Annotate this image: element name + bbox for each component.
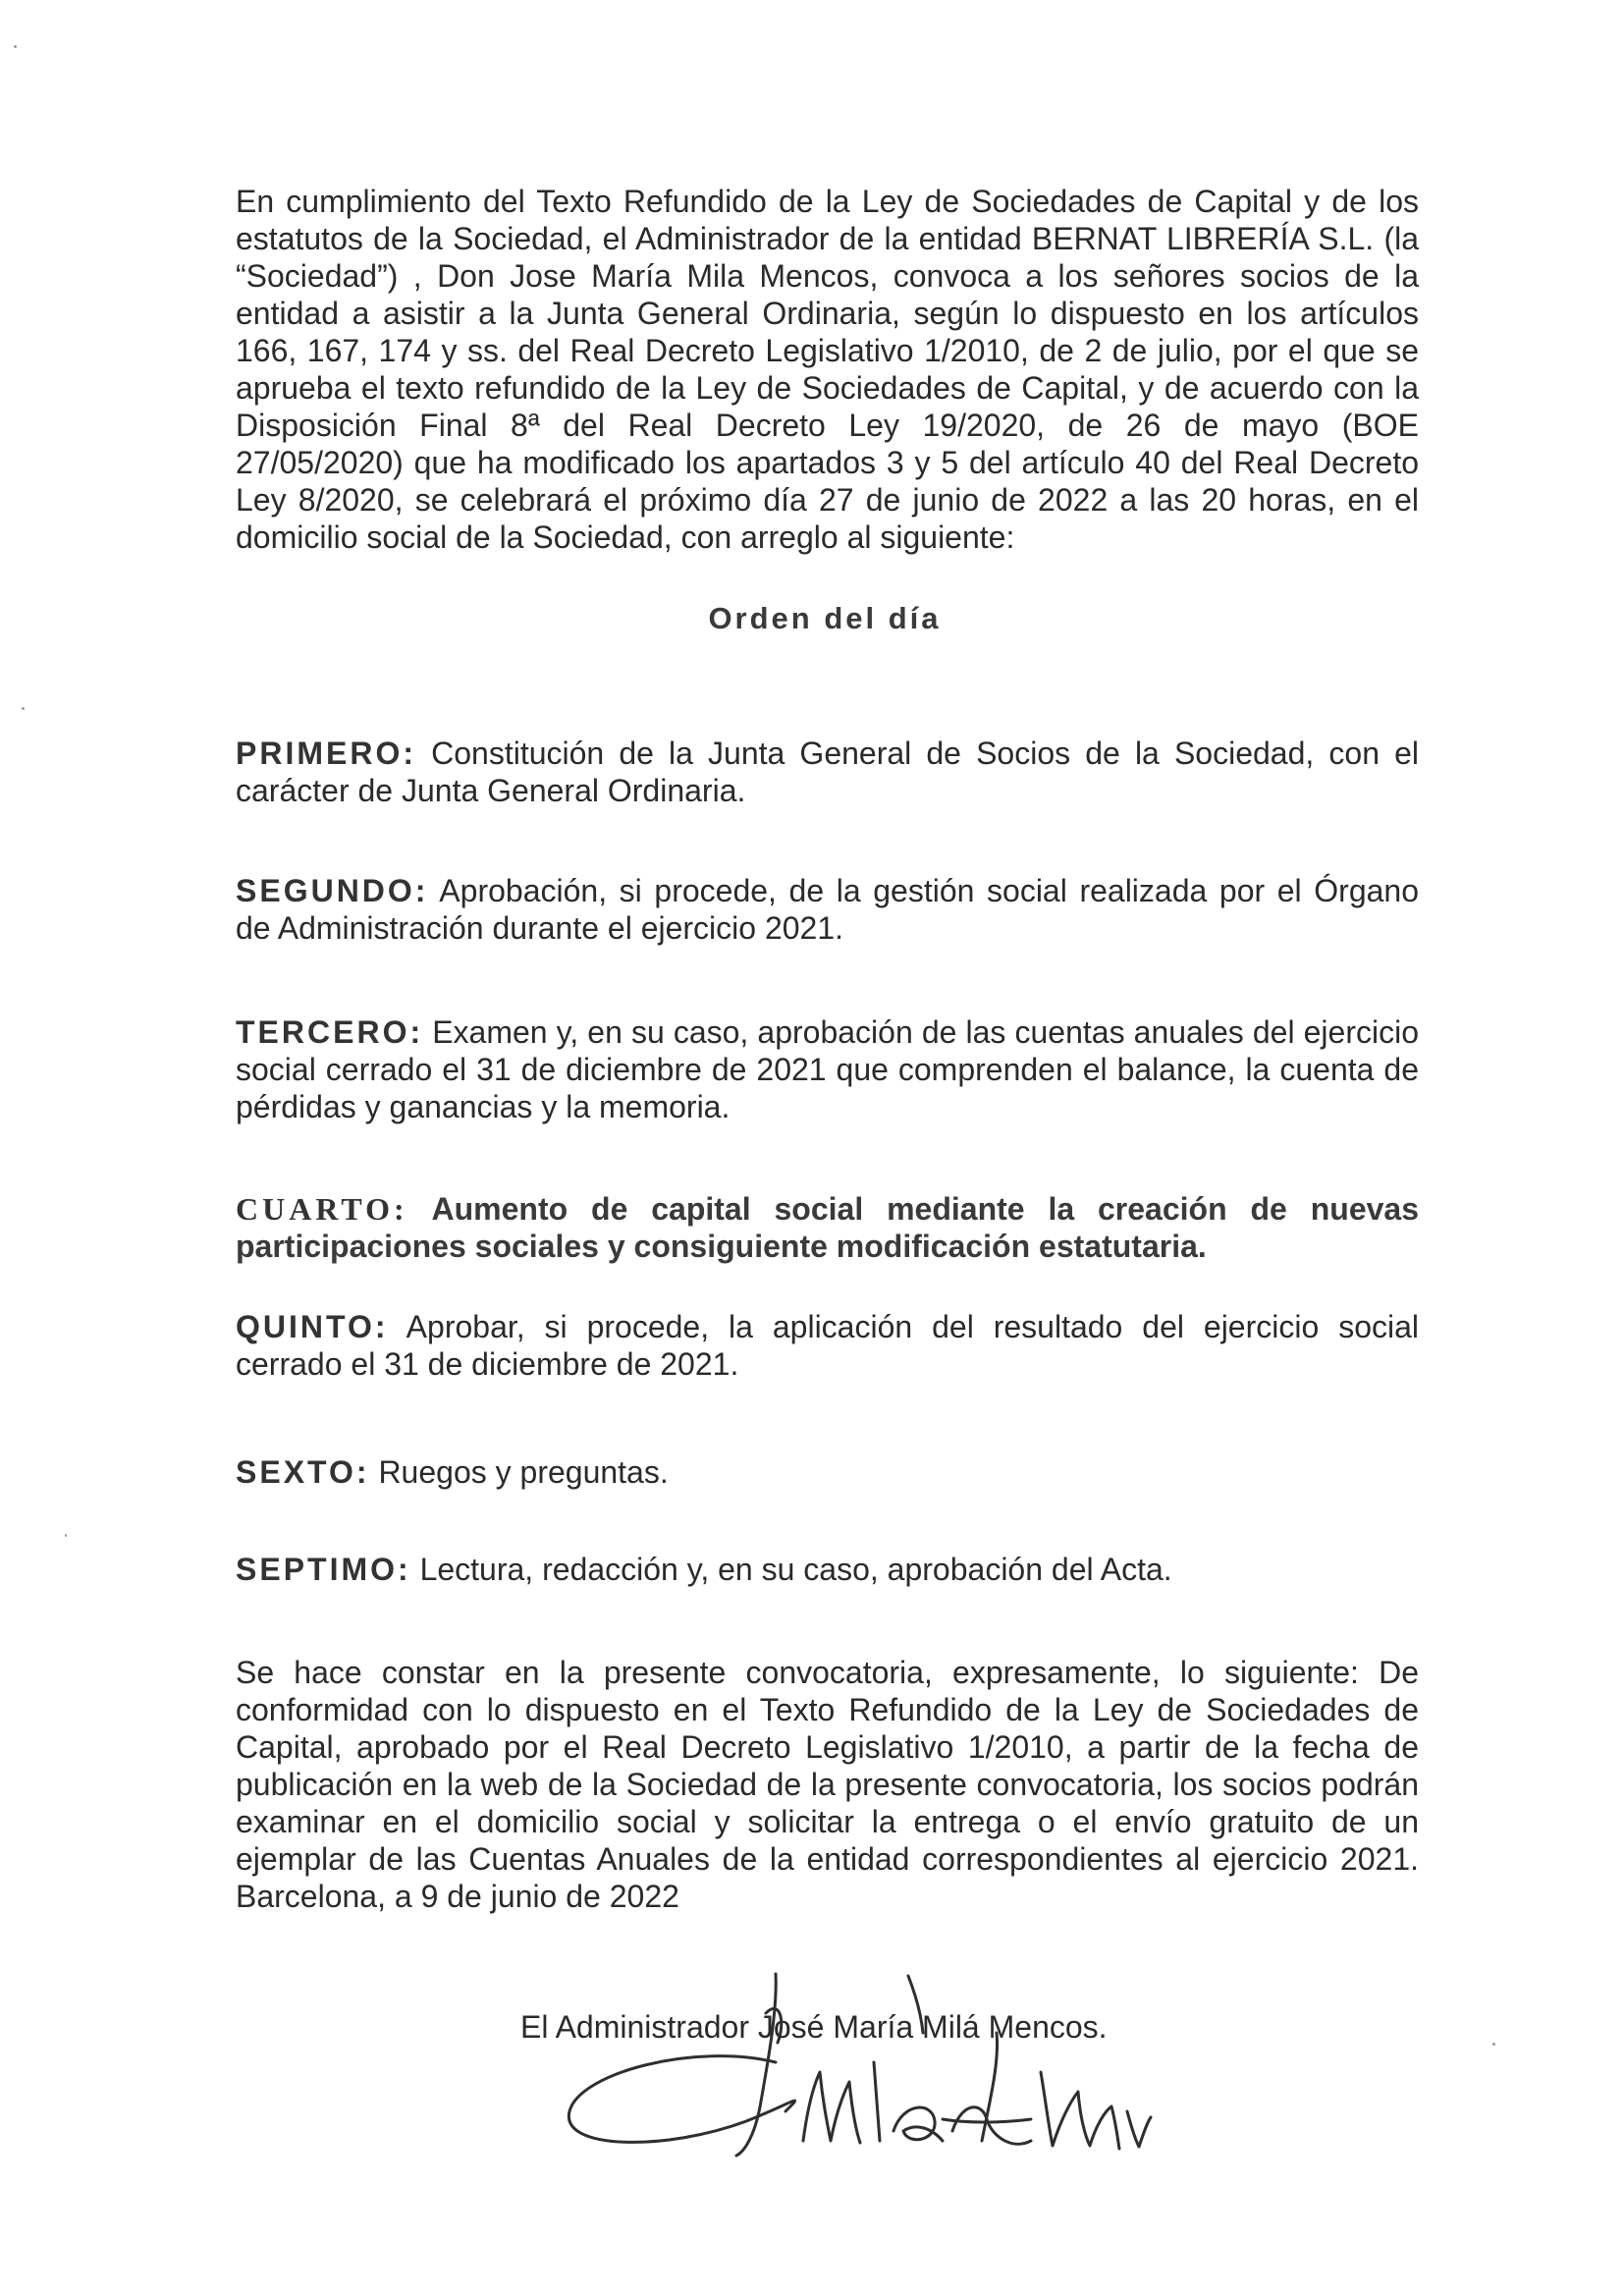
scan-speck: [14, 45, 17, 48]
agenda-item-label: PRIMERO:: [236, 736, 416, 771]
agenda-item-text: Lectura, redacción y, en su caso, aprobación del Acta.: [419, 1552, 1172, 1587]
signature-line: El Administrador José María Milá Mencos.: [520, 2009, 1108, 2045]
agenda-item-cuarto: [236, 1190, 1419, 1265]
agenda-item-septimo: [236, 1551, 1419, 1588]
agenda-item-label: TERCERO:: [236, 1014, 424, 1050]
agenda-item-text: Aprobación, si procede, de la gestión social realizada por el Órgano de Administración durante el ejercicio 2021.: [236, 873, 1420, 946]
agenda-heading: Orden del día: [708, 601, 942, 635]
scan-speck: [1492, 2043, 1495, 2046]
agenda-item-label: QUINTO:: [236, 1309, 389, 1344]
agenda-item-segundo: [236, 872, 1419, 947]
agenda-item-text: Aumento de capital social mediante la creación de nuevas participaciones sociales y consiguiente modificación estatutaria.: [236, 1191, 1420, 1264]
handwritten-signature: [550, 1954, 1178, 2170]
intro-paragraph: En cumplimiento del Texto Refundido de la Ley de Sociedades de Capital y de los estatutos de la Sociedad, el Administrador de la entidad BERNAT LIBRERÍA S.L. (la “Sociedad”) , Don Jose María Mila Mencos, convoca a los señores socios de la entidad a asistir a la Junta General Ordinaria, según lo dispuesto en los artículos 166, 167, 174 y ss. del Real Decreto Legislativo 1/2010, de 2 de julio, por el que se aprueba el texto refundido de la Ley de Sociedades de Capital, y de acuerdo con la Disposición Final 8ª del Real Decreto Ley 19/2020, de 26 de mayo (BOE 27/05/2020) que ha modificado los apartados 3 y 5 del artículo 40 del Real Decreto Ley 8/2020, se celebrará el próximo día 27 de junio de 2022 a las 20 horas, en el domicilio social de la Sociedad, con arreglo al siguiente:: [236, 184, 1419, 555]
closing-paragraph: Se hace constar en la presente convocatoria, expresamente, lo siguiente: De conformidad con lo dispuesto en el Texto Refundido de la Ley de Sociedades de Capital, aprobado por el Real Decreto Legislativo 1/2010, a partir de la fecha de publicación en la web de la Sociedad de la presente convocatoria, los socios podrán examinar en el domicilio social y solicitar la entrega o el envío gratuito de un ejemplar de las Cuentas Anuales de la entidad correspondientes al ejercicio 2021. Barcelona, a 9 de junio de 2022: [236, 1655, 1419, 1914]
agenda-item-label: SEPTIMO:: [236, 1552, 411, 1587]
agenda-item-primero: [236, 735, 1419, 809]
agenda-item-text: Constitución de la Junta General de Socios de la Sociedad, con el carácter de Junta General Ordinaria.: [236, 736, 1419, 808]
agenda-item-text: Ruegos y preguntas.: [378, 1454, 669, 1490]
agenda-item-label: SEGUNDO:: [236, 873, 429, 908]
agenda-item-label: SEXTO:: [236, 1454, 370, 1490]
agenda-item-label: CUARTO:: [236, 1191, 408, 1227]
agenda-item-quinto: [236, 1308, 1419, 1383]
scan-speck: [22, 707, 25, 710]
agenda-item-tercero: [236, 1013, 1419, 1125]
agenda-item-text: Aprobar, si procede, la aplicación del resultado del ejercicio social cerrado el 31 de diciembre de 2021.: [236, 1309, 1420, 1382]
agenda-item-sexto: [236, 1453, 1419, 1491]
agenda-item-text: Examen y, en su caso, aprobación de las cuentas anuales del ejercicio social cerrado el 31 de diciembre de 2021 que comprenden el balance, la cuenta de pérdidas y ganancias y la memoria.: [236, 1014, 1420, 1124]
scan-speck: [65, 1534, 67, 1537]
